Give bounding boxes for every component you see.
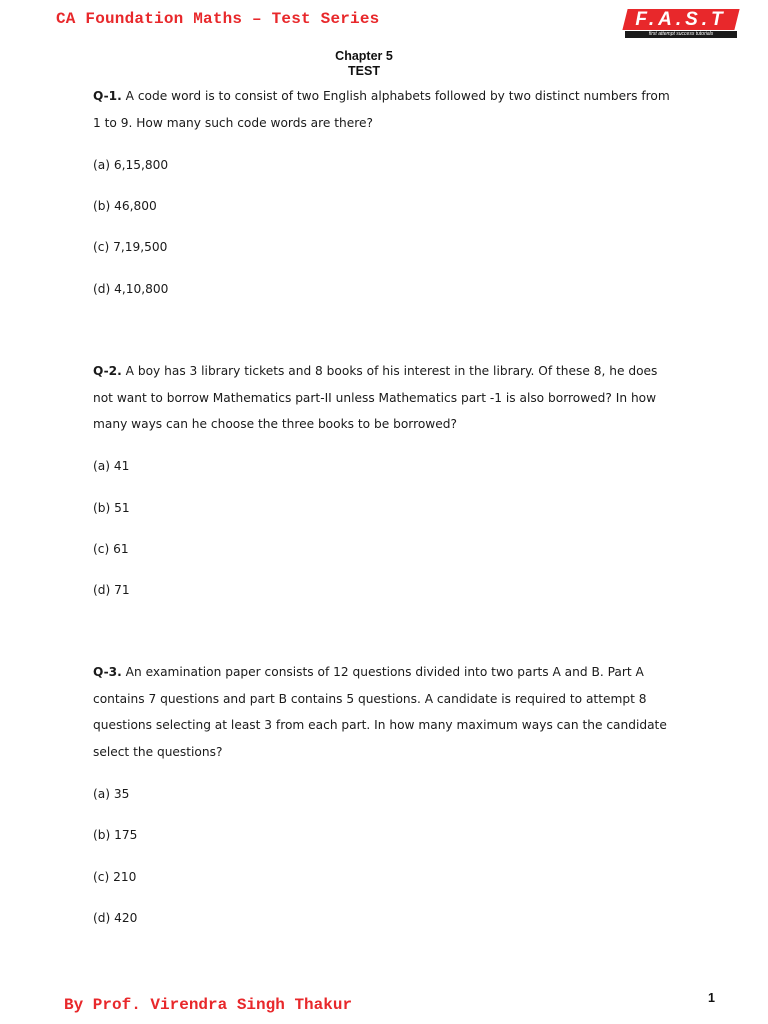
question-number: Q-2. xyxy=(93,364,122,378)
option-b: (b) 175 xyxy=(93,828,138,842)
question-number: Q-3. xyxy=(93,665,122,679)
option-b: (b) 46,800 xyxy=(93,199,157,213)
question-text: A code word is to consist of two English alphabets followed by two distinct numbers from 1 to 9. How many such code words are there? xyxy=(93,89,670,130)
question-text: An examination paper consists of 12 questions divided into two parts A and B. Part A contains 7 questions and part B contains 5 questions. A candidate is required to attempt 8 questions selecting at least 3 from each part. In how many maximum ways can the candidate select the questions? xyxy=(93,665,667,759)
question-1 xyxy=(93,83,678,136)
chapter-subtitle: TEST xyxy=(348,64,380,78)
option-d: (d) 4,10,800 xyxy=(93,282,169,296)
option-a: (a) 6,15,800 xyxy=(93,158,169,172)
page-number: 1 xyxy=(708,991,715,1005)
question-text: A boy has 3 library tickets and 8 books of his interest in the library. Of these 8, he does not want to borrow Mathematics part-II unless Mathematics part -1 is also borrowed? In how many ways can he choose the three books to be borrowed? xyxy=(93,364,658,431)
question-2 xyxy=(93,358,678,438)
header-title: CA Foundation Maths – Test Series xyxy=(56,10,380,28)
question-3 xyxy=(93,659,678,765)
option-c: (c) 7,19,500 xyxy=(93,240,168,254)
chapter-title: Chapter 5 xyxy=(335,49,393,63)
option-b: (b) 51 xyxy=(93,501,130,515)
option-d: (d) 420 xyxy=(93,911,138,925)
chapter-heading xyxy=(0,49,728,79)
option-d: (d) 71 xyxy=(93,583,130,597)
option-c: (c) 61 xyxy=(93,542,129,556)
option-a: (a) 35 xyxy=(93,787,130,801)
option-a: (a) 41 xyxy=(93,459,130,473)
option-c: (c) 210 xyxy=(93,870,137,884)
fast-logo xyxy=(625,9,737,39)
footer-author: By Prof. Virendra Singh Thakur xyxy=(64,996,353,1014)
question-number: Q-1. xyxy=(93,89,122,103)
logo-text: F.A.S.T xyxy=(635,9,727,30)
logo-tagline: first attempt success tutorials xyxy=(625,31,737,38)
